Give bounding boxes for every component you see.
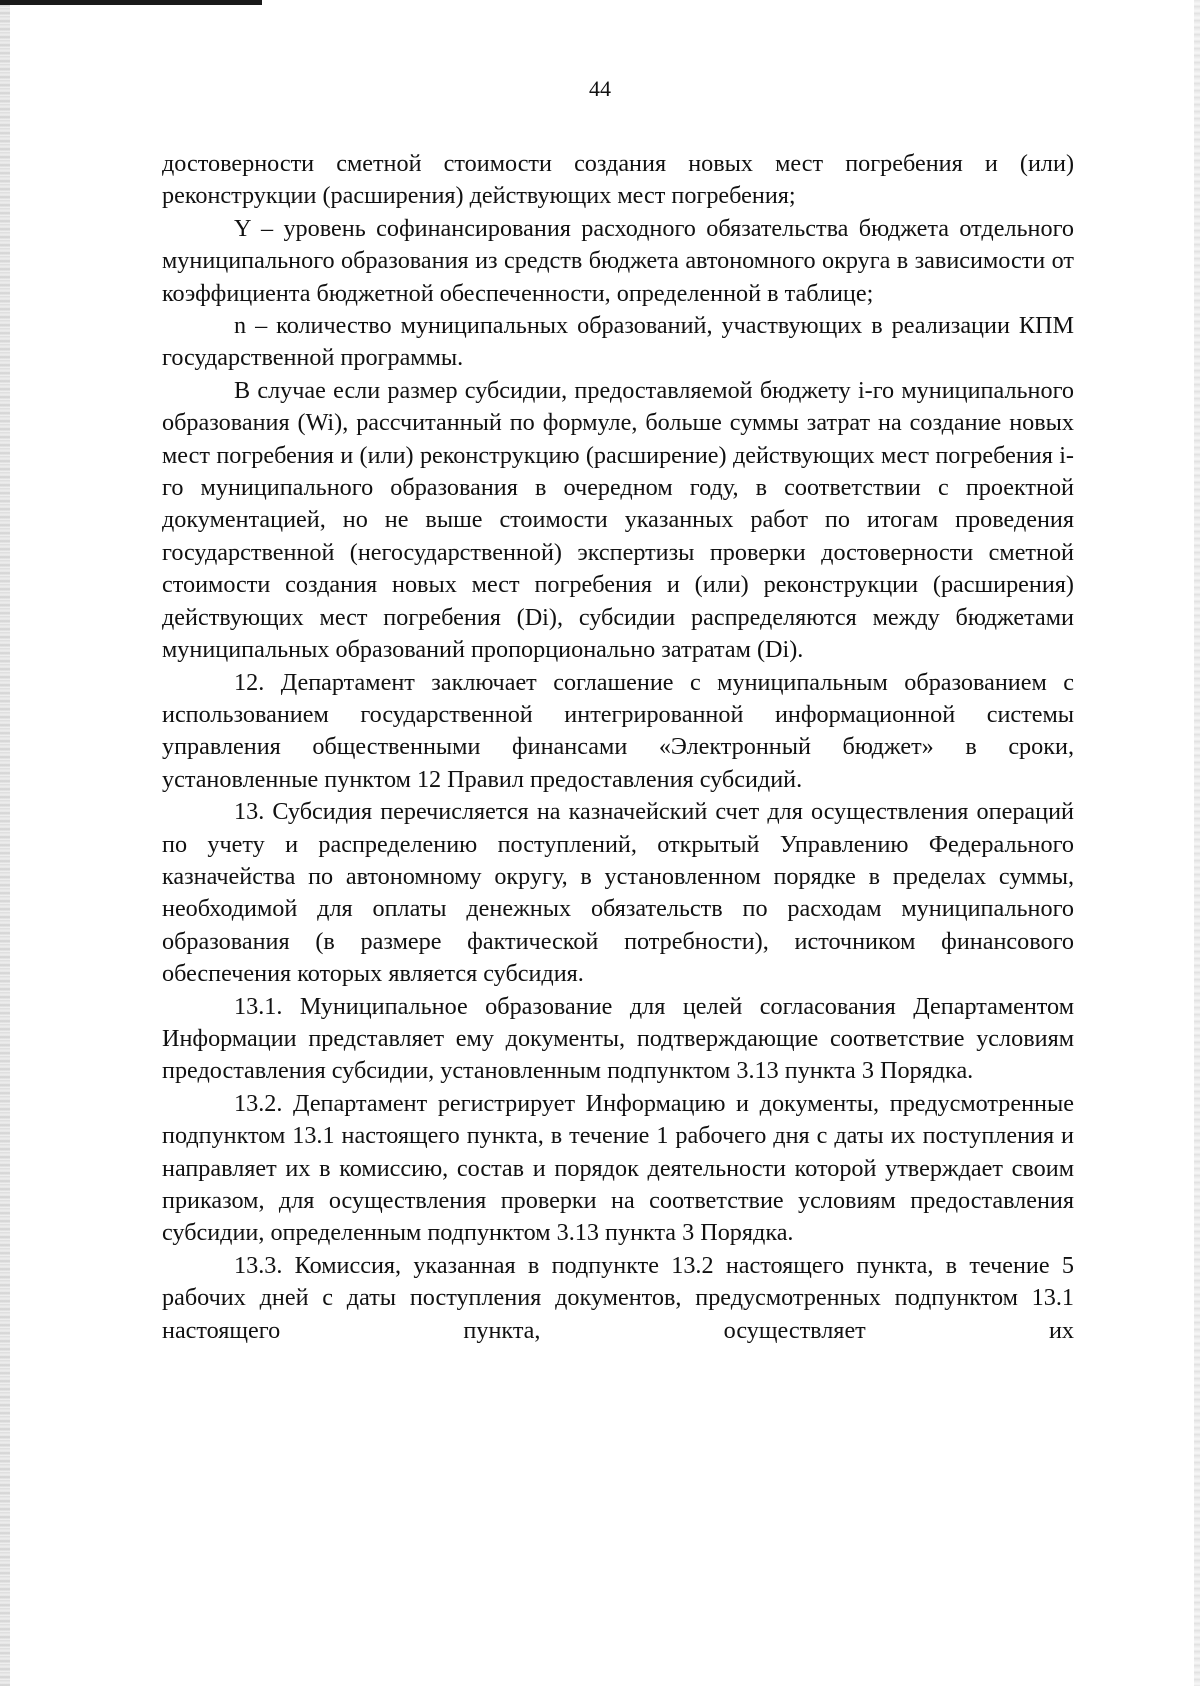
scan-left-edge (0, 0, 10, 1686)
scan-right-edge (1194, 0, 1200, 1686)
paragraph: 12. Департамент заключает соглашение с муниципальным образованием с использованием государственной интегрированной информационной системы управления общественными финансами «Электронный бюджет» в сроки, установленные пунктом 12 Правил предоставления субсидий. (162, 668, 1074, 793)
paragraph: 13.1. Муниципальное образование для целей согласования Департаментом Информации представляет ему документы, подтверждающие соответствие условиям предоставления субсидии, установленным подпунктом 3.13 пункта 3 Порядка. (162, 992, 1074, 1085)
top-rule (0, 0, 262, 5)
paragraph: 13. Субсидия перечисляется на казначейский счет для осуществления операций по учету и распределению поступлений, открытый Управлению Федерального казначейства по автономному округу, в установленном порядке в пределах суммы, необходимой для оплаты денежных обязательств по расходам муниципального образования (в размере фактической потребности), источником финансового обеспечения которых является субсидия. (162, 798, 1074, 988)
paragraph: n – количество муниципальных образований, участвующих в реализации КПМ государственной программы. (162, 312, 1074, 372)
paragraph: 13.2. Департамент регистрирует Информацию и документы, предусмотренные подпунктом 13.1 настоящего пункта, в течение 1 рабочего дня с даты их поступления и направляет их в комиссию, состав и порядок деятельности которой утверждает своим приказом, для осуществления проверки на соответствие условиям предоставления субсидии, определенным подпунктом 3.13 пункта 3 Порядка. (162, 1089, 1074, 1247)
page-number: 44 (589, 76, 611, 101)
document-body (162, 148, 1074, 1347)
paragraph: достоверности сметной стоимости создания новых мест погребения и (или) реконструкции (расширения) действующих мест погребения; (162, 150, 1074, 210)
paragraph: Y – уровень софинансирования расходного обязательства бюджета отдельного муниципального образования из средств бюджета автономного округа в зависимости от коэффициента бюджетной обеспеченности, определенной в таблице; (162, 214, 1074, 307)
paragraph: 13.3. Комиссия, указанная в подпункте 13.2 настоящего пункта, в течение 5 рабочих дней с даты поступления документов, предусмотренных подпунктом 13.1 настоящего пункта, осуществляет их (162, 1251, 1074, 1344)
paragraph: В случае если размер субсидии, предоставляемой бюджету i-го муниципального образования (Wi), рассчитанный по формуле, больше суммы затрат на создание новых мест погребения и (или) реконструкцию (расширение) действующих мест погребения i-го муниципального образования в очередном году, в соответствии с проектной документацией, но не выше стоимости указанных работ по итогам проведения государственной (негосударственной) экспертизы проверки достоверности сметной стоимости создания новых мест погребения и (или) реконструкции (расширения) действующих мест погребения (Di), субсидии распределяются между бюджетами муниципальных образований пропорционально затратам (Di). (162, 376, 1074, 664)
